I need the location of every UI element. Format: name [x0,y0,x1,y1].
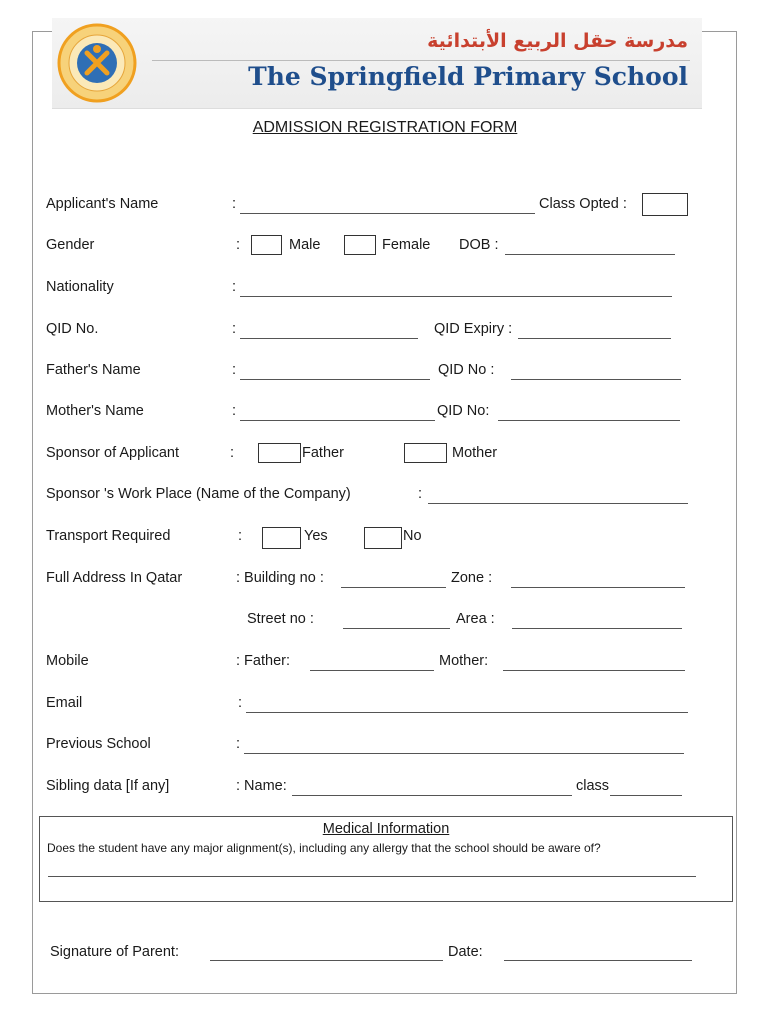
mobile-father-label: : Father: [236,653,290,669]
street-label: Street no : [247,611,314,627]
sponsor-father-checkbox[interactable] [258,443,301,463]
medical-question: Does the student have any major alignment(s), including any allergy that the school should be aware of? [47,841,601,855]
school-logo-icon [56,22,138,104]
father-name-label: Father's Name [46,362,141,378]
school-name: The Springfield Primary School [248,62,688,91]
sponsor-mother-checkbox[interactable] [404,443,447,463]
area-label: Area : [456,611,495,627]
sponsor-work-field[interactable] [428,503,688,504]
colon: : [238,695,243,711]
date-field[interactable] [504,960,692,961]
medical-answer-field[interactable] [48,876,696,877]
sibling-name-field[interactable] [292,795,572,796]
school-name-arabic: مدرسة حقل الربيع الأبتدائية [427,30,688,52]
building-field[interactable] [341,587,446,588]
sponsor-label: Sponsor of Applicant [46,445,180,461]
dob-field[interactable] [505,254,675,255]
colon: : [232,362,237,378]
mobile-mother-field[interactable] [503,670,685,671]
mother-name-label: Mother's Name [46,403,144,419]
sibling-name-label: : Name: [236,778,287,794]
colon: : [418,486,423,502]
mother-qid-field[interactable] [498,420,680,421]
zone-field[interactable] [511,587,685,588]
father-name-field[interactable] [240,379,430,380]
dob-label: DOB : [459,237,499,253]
colon: : [232,279,237,295]
transport-no-checkbox[interactable] [364,527,402,549]
building-label: : Building no : [236,570,324,586]
male-label: Male [289,237,321,253]
qid-expiry-field[interactable] [518,338,671,339]
transport-yes-label: Yes [304,528,328,544]
school-header [52,18,702,109]
qid-no-label: QID No. [46,321,99,337]
female-label: Female [382,237,431,253]
sibling-label: Sibling data [If any] [46,778,170,794]
father-qid-label: QID No : [438,362,495,378]
applicant-name-field[interactable] [240,213,535,214]
signature-field[interactable] [210,960,443,961]
colon: : [232,196,237,212]
female-checkbox[interactable] [344,235,376,255]
colon: : [232,403,237,419]
nationality-label: Nationality [46,279,114,295]
mobile-label: Mobile [46,653,89,669]
class-opted-label: Class Opted : [539,196,627,212]
date-label: Date: [448,944,483,960]
colon: : [236,736,241,752]
mobile-mother-label: Mother: [439,653,489,669]
transport-yes-checkbox[interactable] [262,527,301,549]
gender-label: Gender [46,237,95,253]
colon: : [232,321,237,337]
transport-label: Transport Required [46,528,171,544]
colon: : [238,528,243,544]
sponsor-work-label: Sponsor 's Work Place (Name of the Company) [46,486,351,502]
medical-info-box [39,816,733,902]
sponsor-mother-label: Mother [452,445,498,461]
father-qid-field[interactable] [511,379,681,380]
form-title: ADMISSION REGISTRATION FORM [252,119,518,136]
class-opted-box[interactable] [642,193,688,216]
email-label: Email [46,695,83,711]
email-field[interactable] [246,712,688,713]
street-field[interactable] [343,628,450,629]
previous-school-label: Previous School [46,736,151,752]
previous-school-field[interactable] [244,753,684,754]
sibling-class-field[interactable] [610,795,682,796]
sibling-class-label: class [576,778,610,794]
area-field[interactable] [512,628,682,629]
address-label: Full Address In Qatar [46,570,183,586]
qid-expiry-label: QID Expiry : [434,321,513,337]
nationality-field[interactable] [240,296,672,297]
mobile-father-field[interactable] [310,670,434,671]
colon: : [230,445,235,461]
medical-info-title: Medical Information [322,821,450,837]
colon: : [236,237,241,253]
male-checkbox[interactable] [251,235,282,255]
sponsor-father-label: Father [302,445,344,461]
applicant-name-label: Applicant's Name [46,196,159,212]
mother-name-field[interactable] [240,420,435,421]
transport-no-label: No [403,528,422,544]
mother-qid-label: QID No: [437,403,490,419]
zone-label: Zone : [451,570,493,586]
signature-label: Signature of Parent: [50,944,179,960]
qid-no-field[interactable] [240,338,418,339]
header-divider [152,60,690,61]
